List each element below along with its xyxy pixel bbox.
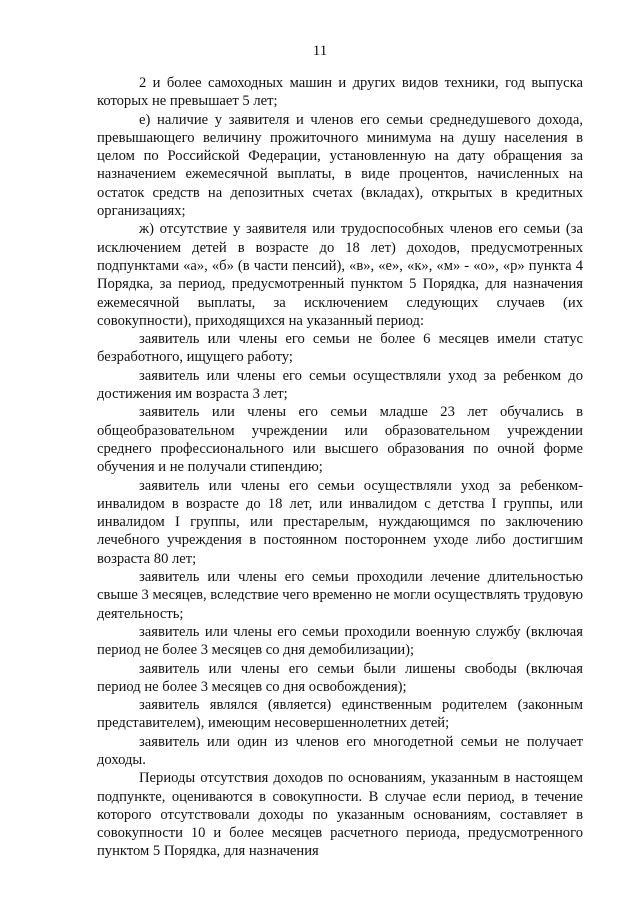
paragraph: ж) отсутствие у заявителя или трудоспособных членов его семьи (за исключением детей в возрасте до 18 лет) доходов, предусмотренных подпунктами «а», «б» (в части пенсий), «в», «е», «к», «м» - «о», «р» пункта 4 Порядка, за период, предусмотренный пунктом 5 Порядка, для назначения ежемесячной выплаты, за исключением следующих случаев (их совокупности), приходящихся на указанный период: xyxy=(97,221,583,329)
paragraph: заявитель являлся (является) единственным родителем (законным представителем), имеющим несовершеннолетних детей; xyxy=(97,697,583,732)
paragraph: заявитель или члены его семьи младше 23 лет обучались в общеобразовательном учреждении или образовательном учреждении среднего профессионального или высшего образования по очной форме обучения и не получали стипендию; xyxy=(97,404,583,476)
paragraph: заявитель или члены его семьи не более 6 месяцев имели статус безработного, ищущего работу; xyxy=(97,331,583,366)
paragraph: заявитель или один из членов его многодетной семьи не получает доходы. xyxy=(97,733,583,768)
paragraph: заявитель или члены его семьи осуществляли уход за ребенком-инвалидом в возрасте до 18 лет, или инвалидом с детства I группы, или инвалидом I группы, или престарелым, нуждающимся по заключению лечебного учреждения в постоянном постороннем уходе либо достигшим возраста 80 лет; xyxy=(97,477,583,567)
paragraph: заявитель или члены его семьи осуществляли уход за ребенком до достижения им возраста 3 лет; xyxy=(97,367,583,403)
document-body xyxy=(97,74,583,861)
paragraph: заявитель или члены его семьи проходили лечение длительностью свыше 3 месяцев, вследствие чего временно не могли осуществлять трудовую деятельность; xyxy=(97,569,583,622)
paragraph: Периоды отсутствия доходов по основаниям, указанным в настоящем подпункте, оцениваются в совокупности. В случае если период, в течение которого отсутствовали доходы по указанным основаниям, составляет в совокупности 10 и более месяцев расчетного периода, предусмотренного пунктом 5 Порядка, для назначения xyxy=(97,770,583,860)
paragraph: заявитель или члены его семьи проходили военную службу (включая период не более 3 месяцев со дня демобилизации); xyxy=(97,623,583,659)
paragraph: 2 и более самоходных машин и других видов техники, год выпуска которых не превышает 5 лет; xyxy=(97,75,583,110)
paragraph: заявитель или члены его семьи были лишены свободы (включая период не более 3 месяцев со дня освобождения); xyxy=(97,660,583,695)
paragraph: е) наличие у заявителя и членов его семьи среднедушевого дохода, превышающего величину прожиточного минимума на душу населения в целом по Российской Федерации, установленную на дату обращения за назначением ежемесячной выплаты, в виде процентов, начисленных на остаток средств на депозитных счетах (вкладах), открытых в кредитных организациях; xyxy=(97,111,583,220)
page-number: 11 xyxy=(312,43,328,59)
